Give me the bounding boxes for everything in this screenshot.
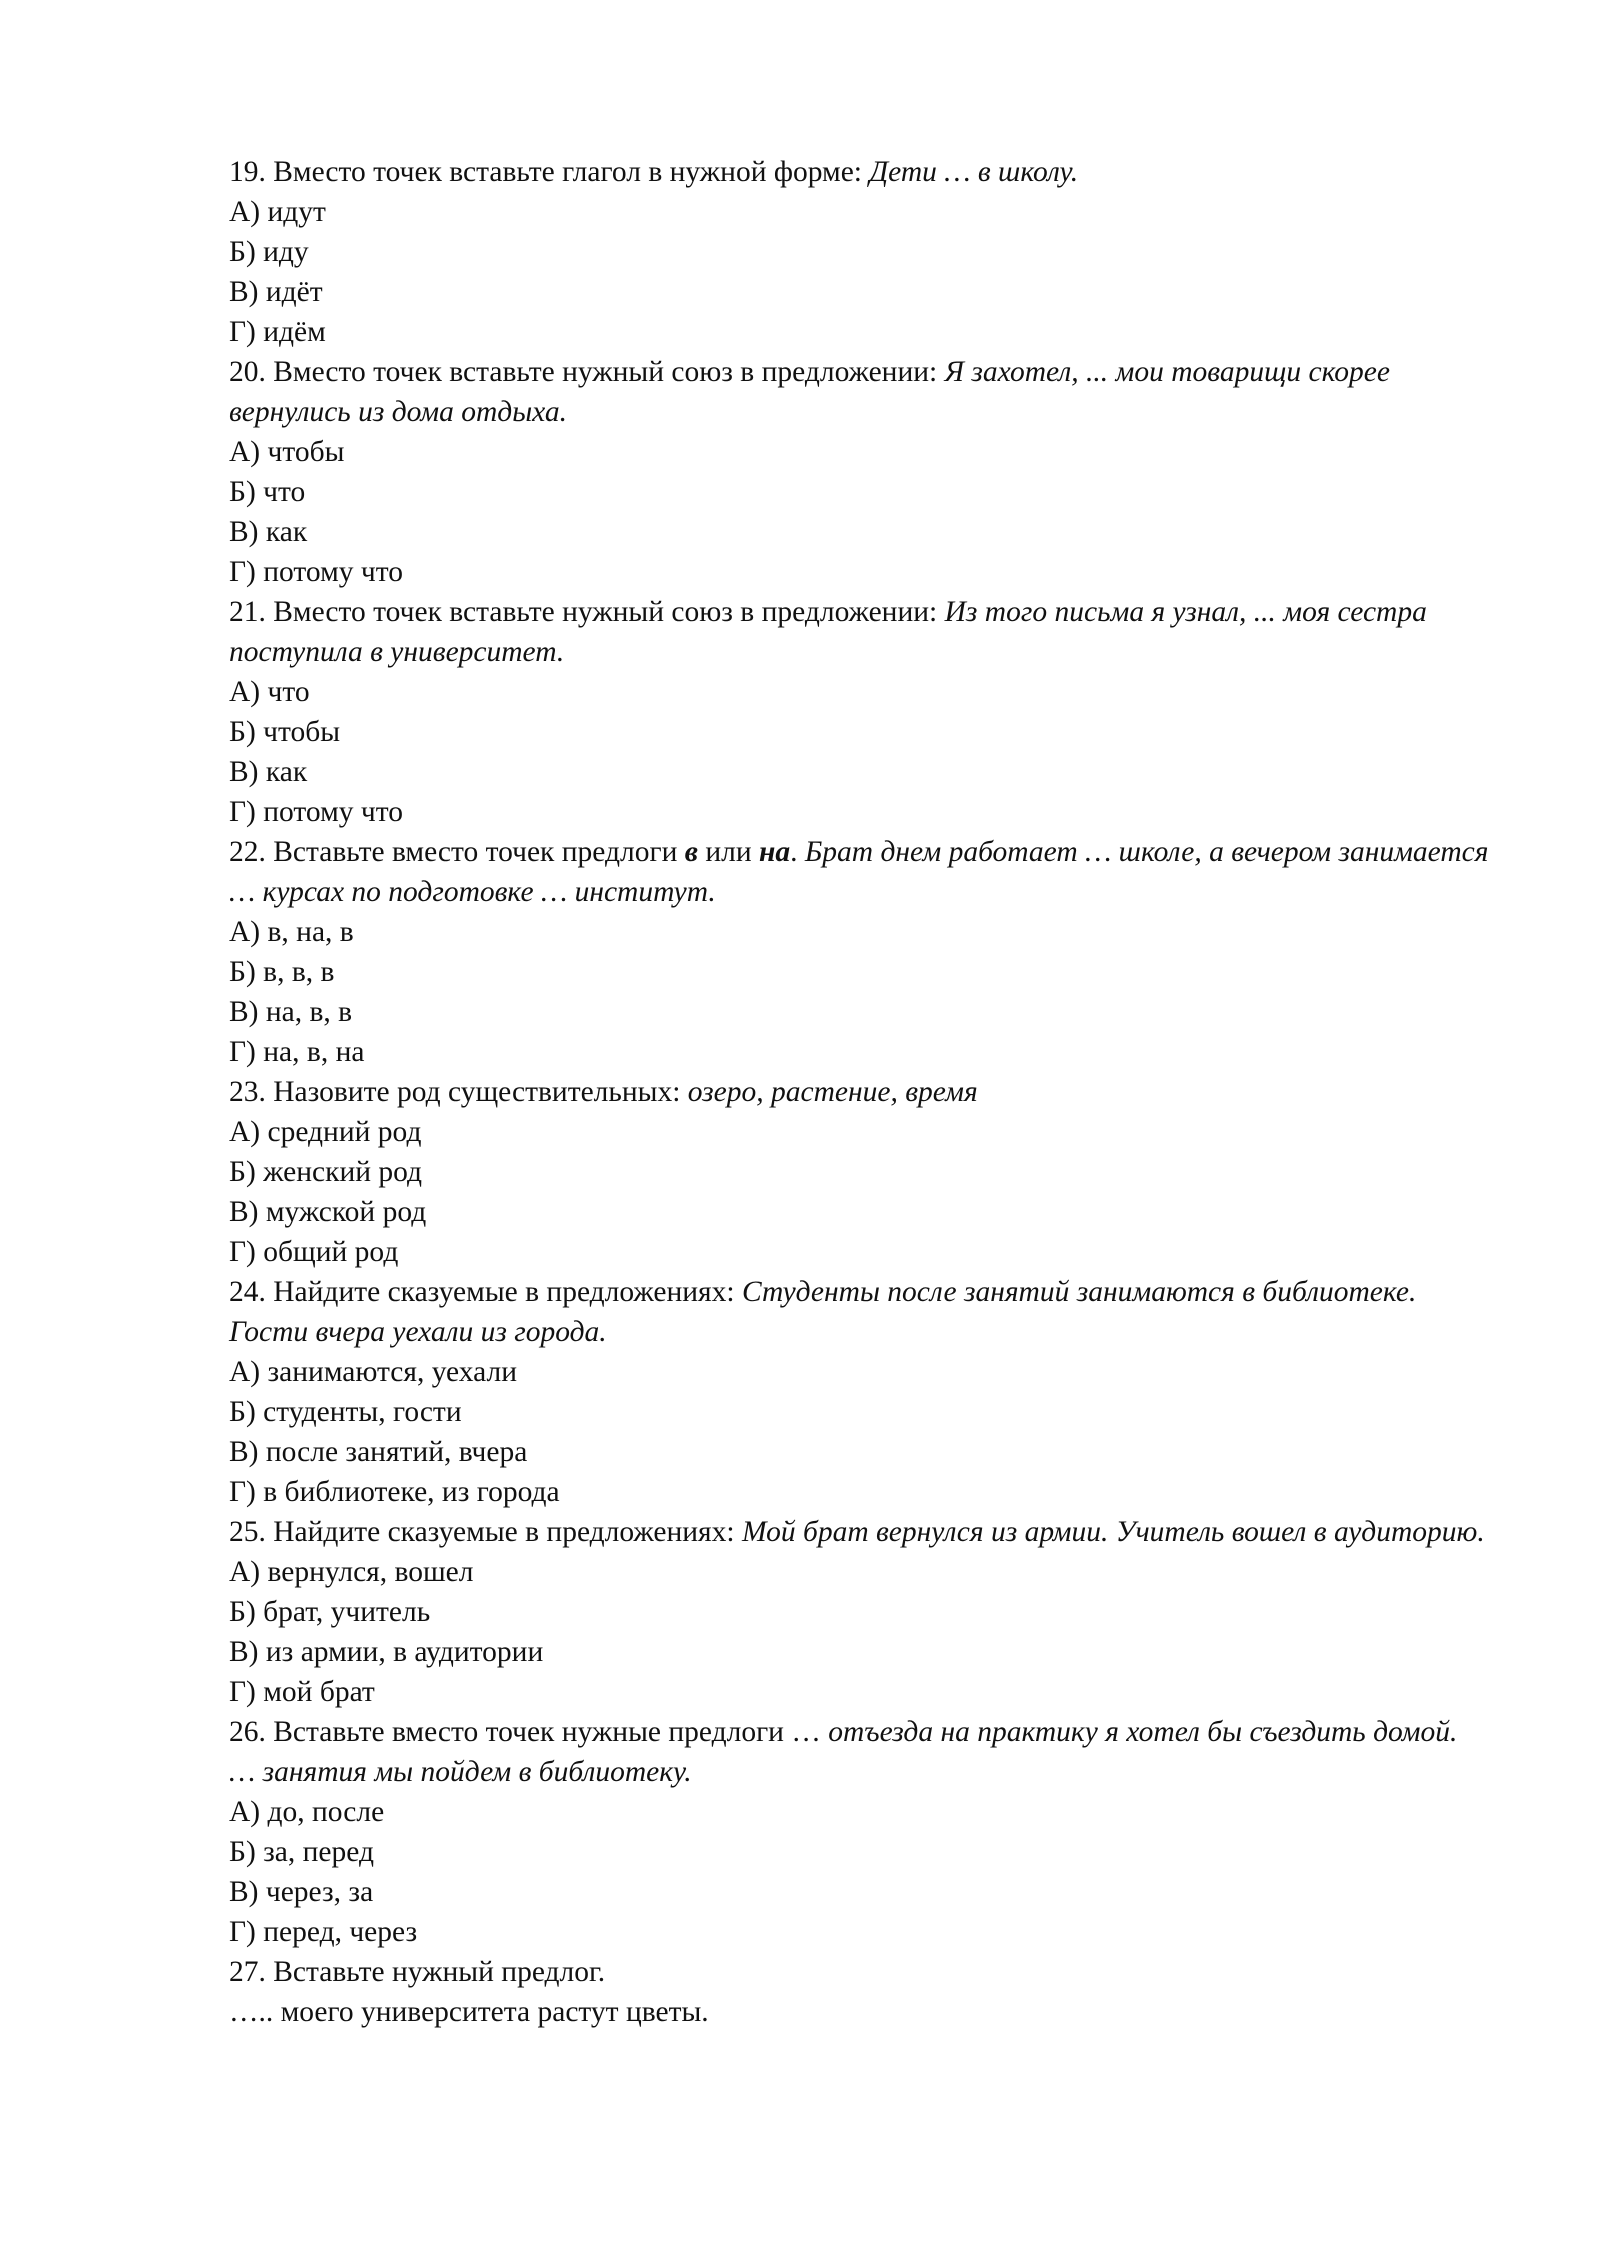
option-g: Г) в библиотеке, из города <box>229 1476 560 1508</box>
question-21 <box>229 592 1489 832</box>
question-prompt <box>229 1712 1489 1792</box>
option-g: Г) потому что <box>229 556 403 588</box>
example-sentence: Я захотел, ... мои товарищи скорее вернулись из дома отдыха. <box>229 356 1390 428</box>
question-27 <box>229 1952 1489 2032</box>
question-prompt <box>229 1272 1489 1352</box>
question-26 <box>229 1712 1489 1952</box>
option-g: Г) на, в, на <box>229 1036 365 1068</box>
example-words: озеро, растение, время <box>687 1076 978 1108</box>
example-sentence: Студенты после занятий занимаются в библиотеке. Гости вчера уехали из города. <box>229 1276 1417 1348</box>
prompt-text: 25. Найдите сказуемые в предложениях: <box>229 1516 742 1548</box>
option-a: А) что <box>229 676 310 708</box>
prompt-text: 21. Вместо точек вставьте нужный союз в предложении: <box>229 596 945 628</box>
prompt-text: 24. Найдите сказуемые в предложениях: <box>229 1276 742 1308</box>
option-a: А) идут <box>229 196 326 228</box>
option-v: В) как <box>229 756 308 788</box>
question-24 <box>229 1272 1489 1512</box>
test-page <box>229 152 1489 2032</box>
question-prompt <box>229 152 1489 192</box>
prompt-text: 23. Назовите род существительных: <box>229 1076 688 1108</box>
option-a: А) в, на, в <box>229 916 354 948</box>
question-prompt <box>229 352 1489 432</box>
example-sentence: Дети … в школу. <box>869 156 1079 188</box>
option-g: Г) перед, через <box>229 1916 418 1948</box>
question-23 <box>229 1072 1489 1272</box>
example-sentence: Брат днем работает … школе, а вечером занимается … курсах по подготовке … институт. <box>229 836 1489 908</box>
prompt-text: . <box>790 836 805 868</box>
option-v: В) после занятий, вчера <box>229 1436 528 1468</box>
example-sentence: Мой брат вернулся из армии. Учитель вошел в аудиторию. <box>741 1516 1485 1548</box>
example-sentence: отъезда на практику я хотел бы съездить домой. … занятия мы пойдем в библиотеку. <box>229 1716 1458 1788</box>
question-prompt <box>229 832 1489 912</box>
prompt-text: 20. Вместо точек вставьте нужный союз в предложении: <box>229 356 945 388</box>
option-b: Б) брат, учитель <box>229 1596 431 1628</box>
option-v: В) через, за <box>229 1876 374 1908</box>
option-a: А) вернулся, вошел <box>229 1556 474 1588</box>
question-25 <box>229 1512 1489 1712</box>
question-prompt <box>229 592 1489 672</box>
option-b: Б) за, перед <box>229 1836 374 1868</box>
option-a: А) до, после <box>229 1796 385 1828</box>
option-v: В) идёт <box>229 276 323 308</box>
example-sentence: Из того письма я узнал, ... моя сестра поступила в университет. <box>229 596 1427 668</box>
option-a: А) занимаются, уехали <box>229 1356 517 1388</box>
preposition-v: в <box>684 836 698 868</box>
option-b: Б) иду <box>229 236 309 268</box>
prompt-text: или <box>697 836 759 868</box>
prompt-text: 19. Вместо точек вставьте глагол в нужной форме: <box>229 156 870 188</box>
option-g: Г) общий род <box>229 1236 399 1268</box>
question-prompt <box>229 1512 1489 1552</box>
option-b: Б) чтобы <box>229 716 341 748</box>
option-v: В) из армии, в аудитории <box>229 1636 544 1668</box>
preposition-na: на <box>758 836 791 868</box>
option-b: Б) студенты, гости <box>229 1396 462 1428</box>
option-a: А) чтобы <box>229 436 345 468</box>
option-v: В) на, в, в <box>229 996 353 1028</box>
question-sentence: ….. моего университета растут цветы. <box>229 1996 709 2028</box>
option-g: Г) потому что <box>229 796 403 828</box>
option-v: В) мужской род <box>229 1196 427 1228</box>
option-b: Б) в, в, в <box>229 956 335 988</box>
prompt-text: 26. Вставьте вместо точек нужные предлоги … <box>229 1716 829 1748</box>
prompt-text: 22. Вставьте вместо точек предлоги <box>229 836 685 868</box>
option-a: А) средний род <box>229 1116 422 1148</box>
question-prompt: 27. Вставьте нужный предлог. <box>229 1956 606 1988</box>
question-22 <box>229 832 1489 1072</box>
question-19 <box>229 152 1489 352</box>
option-b: Б) женский род <box>229 1156 423 1188</box>
option-v: В) как <box>229 516 308 548</box>
option-b: Б) что <box>229 476 306 508</box>
question-prompt <box>229 1072 1489 1112</box>
option-g: Г) мой брат <box>229 1676 375 1708</box>
question-20 <box>229 352 1489 592</box>
option-g: Г) идём <box>229 316 326 348</box>
